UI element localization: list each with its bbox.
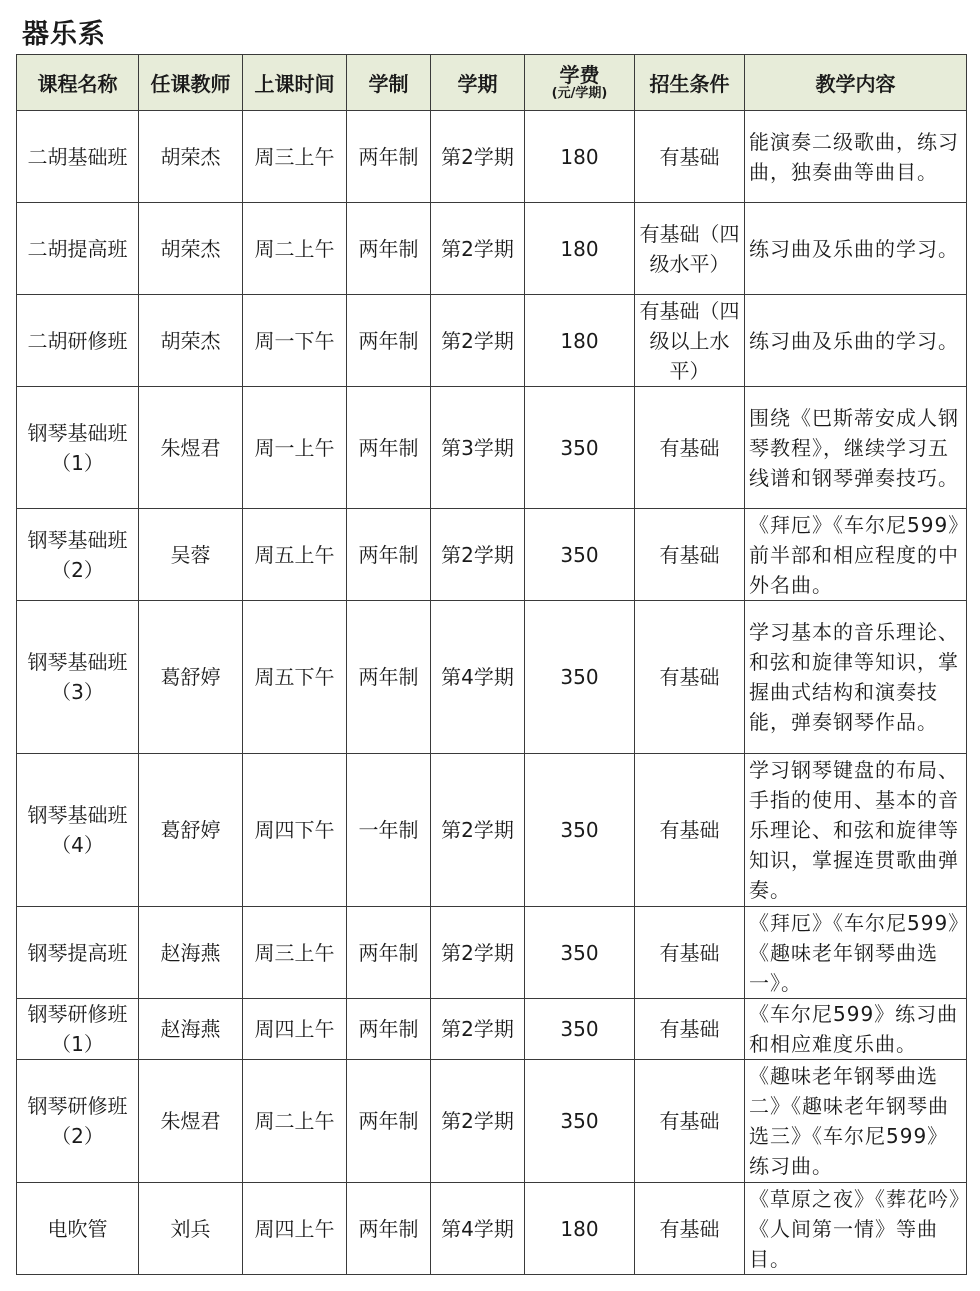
cell-class-time: 周三上午 bbox=[243, 907, 347, 999]
cell-term: 第2学期 bbox=[431, 203, 525, 295]
page-title: 器乐系 bbox=[22, 19, 106, 50]
cell-fee: 180 bbox=[525, 111, 635, 203]
cell-class-time: 周四上午 bbox=[243, 999, 347, 1060]
cell-condition: 有基础（四级以上水平） bbox=[635, 295, 745, 387]
cell-teacher: 胡荣杰 bbox=[139, 203, 243, 295]
cell-course-name: 钢琴基础班（2） bbox=[17, 509, 139, 601]
cell-system: 两年制 bbox=[347, 1183, 431, 1275]
cell-class-time: 周一上午 bbox=[243, 387, 347, 509]
cell-condition: 有基础（四级水平） bbox=[635, 203, 745, 295]
cell-term: 第4学期 bbox=[431, 1183, 525, 1275]
cell-term: 第2学期 bbox=[431, 295, 525, 387]
cell-system: 两年制 bbox=[347, 907, 431, 999]
cell-condition: 有基础 bbox=[635, 754, 745, 907]
cell-course-name: 二胡基础班 bbox=[17, 111, 139, 203]
cell-content: 学习钢琴键盘的布局、手指的使用、基本的音乐理论、和弦和旋律等知识，掌握连贯歌曲弹奏。 bbox=[745, 754, 967, 907]
cell-course-name: 钢琴研修班（2） bbox=[17, 1060, 139, 1183]
cell-condition: 有基础 bbox=[635, 111, 745, 203]
cell-fee: 350 bbox=[525, 601, 635, 754]
cell-teacher: 刘兵 bbox=[139, 1183, 243, 1275]
header-term: 学期 bbox=[431, 55, 525, 111]
cell-teacher: 胡荣杰 bbox=[139, 295, 243, 387]
cell-content: 《拜厄》《车尔尼599》前半部和相应程度的中外名曲。 bbox=[745, 509, 967, 601]
cell-course-name: 二胡研修班 bbox=[17, 295, 139, 387]
cell-system: 两年制 bbox=[347, 111, 431, 203]
table-row bbox=[17, 387, 967, 509]
table-row bbox=[17, 754, 967, 907]
cell-term: 第2学期 bbox=[431, 509, 525, 601]
cell-content: 练习曲及乐曲的学习。 bbox=[745, 295, 967, 387]
cell-content: 学习基本的音乐理论、和弦和旋律等知识，掌握曲式结构和演奏技能，弹奏钢琴作品。 bbox=[745, 601, 967, 754]
cell-condition: 有基础 bbox=[635, 509, 745, 601]
cell-course-name: 钢琴基础班（1） bbox=[17, 387, 139, 509]
header-fee-unit: (元/学期) bbox=[551, 85, 608, 101]
cell-teacher: 吴蓉 bbox=[139, 509, 243, 601]
cell-course-name: 钢琴基础班（3） bbox=[17, 601, 139, 754]
cell-class-time: 周五下午 bbox=[243, 601, 347, 754]
header-course-name: 课程名称 bbox=[17, 55, 139, 111]
header-condition: 招生条件 bbox=[635, 55, 745, 111]
cell-term: 第3学期 bbox=[431, 387, 525, 509]
cell-course-name: 钢琴研修班（1） bbox=[17, 999, 139, 1060]
cell-course-name: 电吹管 bbox=[17, 1183, 139, 1275]
cell-class-time: 周二上午 bbox=[243, 203, 347, 295]
cell-term: 第2学期 bbox=[431, 754, 525, 907]
cell-class-time: 周三上午 bbox=[243, 111, 347, 203]
cell-class-time: 周四下午 bbox=[243, 754, 347, 907]
header-teacher: 任课教师 bbox=[139, 55, 243, 111]
cell-fee: 350 bbox=[525, 754, 635, 907]
cell-class-time: 周四上午 bbox=[243, 1183, 347, 1275]
cell-system: 两年制 bbox=[347, 295, 431, 387]
cell-teacher: 赵海燕 bbox=[139, 999, 243, 1060]
cell-fee: 350 bbox=[525, 1060, 635, 1183]
header-class-time: 上课时间 bbox=[243, 55, 347, 111]
cell-condition: 有基础 bbox=[635, 1183, 745, 1275]
table-row bbox=[17, 999, 967, 1060]
cell-content: 练习曲及乐曲的学习。 bbox=[745, 203, 967, 295]
cell-system: 两年制 bbox=[347, 601, 431, 754]
cell-course-name: 二胡提高班 bbox=[17, 203, 139, 295]
cell-class-time: 周五上午 bbox=[243, 509, 347, 601]
cell-teacher: 朱煜君 bbox=[139, 1060, 243, 1183]
cell-system: 两年制 bbox=[347, 999, 431, 1060]
cell-teacher: 朱煜君 bbox=[139, 387, 243, 509]
cell-content: 《趣味老年钢琴曲选二》《趣味老年钢琴曲选三》《车尔尼599》练习曲。 bbox=[745, 1060, 967, 1183]
table-row bbox=[17, 1060, 967, 1183]
cell-fee: 350 bbox=[525, 387, 635, 509]
cell-term: 第4学期 bbox=[431, 601, 525, 754]
header-content: 教学内容 bbox=[745, 55, 967, 111]
cell-system: 两年制 bbox=[347, 203, 431, 295]
cell-fee: 350 bbox=[525, 509, 635, 601]
cell-system: 一年制 bbox=[347, 754, 431, 907]
cell-fee: 180 bbox=[525, 1183, 635, 1275]
header-row bbox=[17, 55, 967, 111]
header-fee-label: 学费 bbox=[559, 62, 600, 87]
cell-content: 围绕《巴斯蒂安成人钢琴教程》，继续学习五线谱和钢琴弹奏技巧。 bbox=[745, 387, 967, 509]
cell-content: 《车尔尼599》练习曲和相应难度乐曲。 bbox=[745, 999, 967, 1060]
cell-fee: 180 bbox=[525, 203, 635, 295]
cell-fee: 180 bbox=[525, 295, 635, 387]
table-row bbox=[17, 907, 967, 999]
cell-term: 第2学期 bbox=[431, 1060, 525, 1183]
table-row bbox=[17, 203, 967, 295]
cell-course-name: 钢琴基础班（4） bbox=[17, 754, 139, 907]
cell-system: 两年制 bbox=[347, 1060, 431, 1183]
header-fee bbox=[525, 55, 635, 111]
cell-system: 两年制 bbox=[347, 387, 431, 509]
cell-teacher: 赵海燕 bbox=[139, 907, 243, 999]
course-table bbox=[16, 54, 967, 1275]
cell-fee: 350 bbox=[525, 907, 635, 999]
cell-content: 《拜厄》《车尔尼599》《趣味老年钢琴曲选一》。 bbox=[745, 907, 967, 999]
cell-condition: 有基础 bbox=[635, 907, 745, 999]
cell-teacher: 葛舒婷 bbox=[139, 754, 243, 907]
cell-class-time: 周二上午 bbox=[243, 1060, 347, 1183]
cell-course-name: 钢琴提高班 bbox=[17, 907, 139, 999]
cell-term: 第2学期 bbox=[431, 907, 525, 999]
cell-condition: 有基础 bbox=[635, 1060, 745, 1183]
cell-fee: 350 bbox=[525, 999, 635, 1060]
table-row bbox=[17, 1183, 967, 1275]
table-row bbox=[17, 111, 967, 203]
cell-content: 《草原之夜》《葬花吟》《人间第一情》等曲目。 bbox=[745, 1183, 967, 1275]
table-row bbox=[17, 509, 967, 601]
cell-class-time: 周一下午 bbox=[243, 295, 347, 387]
header-system: 学制 bbox=[347, 55, 431, 111]
cell-term: 第2学期 bbox=[431, 999, 525, 1060]
cell-condition: 有基础 bbox=[635, 999, 745, 1060]
cell-content: 能演奏二级歌曲，练习曲，独奏曲等曲目。 bbox=[745, 111, 967, 203]
cell-term: 第2学期 bbox=[431, 111, 525, 203]
table-row bbox=[17, 601, 967, 754]
cell-condition: 有基础 bbox=[635, 601, 745, 754]
table-row bbox=[17, 295, 967, 387]
cell-teacher: 胡荣杰 bbox=[139, 111, 243, 203]
cell-teacher: 葛舒婷 bbox=[139, 601, 243, 754]
cell-condition: 有基础 bbox=[635, 387, 745, 509]
cell-system: 两年制 bbox=[347, 509, 431, 601]
